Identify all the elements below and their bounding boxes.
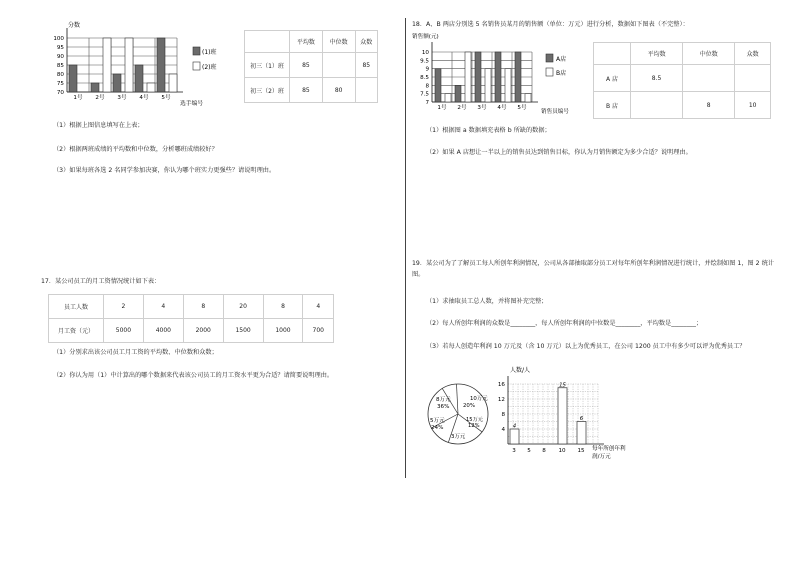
q16-legend-swatch-2 [193, 62, 200, 70]
y-tick-label: 10 [421, 50, 429, 56]
q17-cell: 月工资（元） [49, 319, 104, 343]
bar-series-1 [157, 38, 165, 92]
q17-question-1: （1）分别求出该公司员工月工资的平均数、中位数和众数； [53, 349, 218, 356]
bar-profit-10 [558, 388, 567, 444]
pie-pct-15: 12% [468, 423, 480, 429]
q18-legend-swatch-a [546, 54, 553, 62]
pie-pct-10: 20% [463, 403, 475, 409]
bar-series-2 [485, 69, 491, 102]
q18-table-cell: 8 [683, 92, 735, 119]
q17-table [48, 294, 334, 343]
bar-series-1 [475, 52, 481, 102]
y-tick-label: 75 [56, 81, 64, 87]
y-tick-label: 100 [53, 36, 64, 42]
bar-series-1 [113, 74, 121, 92]
q19-grid [508, 376, 604, 444]
q16-question-3: （3）如果每班各选 2 名同学参加决赛，你认为哪个班实力更强些？请说明理由。 [53, 167, 276, 174]
q18-legend-swatch-b [546, 68, 553, 76]
q16-legend-swatch-1 [193, 47, 200, 55]
q16-table-cell: 85 [355, 53, 377, 78]
q18-table-cell: B 店 [594, 92, 631, 119]
bar-series-1 [91, 83, 99, 92]
q17-cell: 2000 [183, 319, 223, 343]
q18-x-ticks [437, 103, 527, 111]
y-tick-label: 85 [56, 63, 64, 69]
bar-series-1 [455, 85, 461, 102]
y-tick-label: 70 [56, 90, 64, 96]
bar-series-1 [435, 69, 441, 102]
q19-x-label-2: 润/万元 [592, 454, 611, 460]
q16-question-1: （1）根据上图信息填写在上表； [53, 122, 144, 129]
q17-cell: 8 [183, 295, 223, 319]
y-tick-label: 7.5 [420, 91, 429, 98]
bar-series-1 [69, 65, 77, 92]
q17-cell: 5000 [104, 319, 144, 343]
y-tick-label: 9.5 [420, 58, 429, 65]
q16-x-ticks [73, 93, 171, 101]
pie-pct-8: 36% [437, 404, 450, 410]
bar-series-2 [147, 83, 155, 92]
bar-series-1 [515, 52, 521, 102]
q18-legend-b: B店 [556, 70, 567, 77]
q19-y-label: 人数/人 [510, 367, 531, 374]
q17-cell: 1000 [263, 319, 303, 343]
bar-series-1 [135, 65, 143, 92]
q16-table-header: 众数 [355, 31, 377, 53]
q18-question-2: （2）如果 A 店想让一半以上的销售员达到销售目标，你认为月销售额定为多少合适？说明理由。 [426, 149, 692, 156]
y-tick-label: 8 [501, 412, 505, 418]
q16-table-header [245, 31, 290, 53]
q19-bar-chart [488, 364, 638, 462]
bar-series-2 [465, 52, 471, 102]
x-tick-label: 10 [558, 448, 566, 454]
q17-cell: 20 [223, 295, 263, 319]
q17-cell: 员工人数 [49, 295, 104, 319]
q19-x-ticks [512, 448, 585, 454]
q18-x-label: 销售员编号 [541, 109, 569, 115]
x-tick-label: 3号 [477, 105, 487, 111]
column-divider [405, 18, 406, 478]
q16-table-cell: 80 [322, 78, 355, 103]
q17-title: 17．某公司员工的月工资情况统计如下表： [41, 278, 161, 285]
y-tick-label: 8 [425, 83, 429, 90]
q16-table-header: 平均数 [290, 31, 323, 53]
bar-data-label: 4 [512, 423, 517, 430]
y-tick-label: 4 [501, 427, 505, 433]
pie-pct-5: 24% [431, 425, 444, 431]
y-tick-label: 80 [56, 72, 64, 78]
x-tick-label: 8 [542, 448, 546, 454]
x-tick-label: 5号 [161, 95, 171, 101]
q18-question-1: （1）根据图 a 数据填充表格 b 所缺的数据； [426, 127, 551, 134]
q16-bar-chart [42, 20, 222, 110]
q17-cell: 4 [303, 295, 334, 319]
q16-table-cell: 初三（2）班 [245, 78, 290, 103]
q19-ticks [498, 382, 506, 433]
x-tick-label: 1号 [73, 95, 83, 101]
q18-table-header [594, 43, 631, 65]
q18-table-header: 众数 [735, 43, 771, 65]
q17-cell: 2 [104, 295, 144, 319]
bar-series-1 [495, 52, 501, 102]
y-tick-label: 12 [497, 397, 505, 403]
q19-pie-chart [424, 380, 496, 448]
bar-series-2 [505, 69, 511, 102]
q19-x-label-1: 每年所创年利 [592, 446, 626, 452]
q16-table-cell [322, 53, 355, 78]
x-tick-label: 1号 [437, 105, 447, 111]
q19-question-1: （1）求抽取员工总人数，并将图补充完整； [426, 298, 548, 305]
q17-cell: 4 [143, 295, 183, 319]
y-tick-label: 95 [56, 45, 64, 51]
x-tick-label: 5 [527, 448, 531, 454]
q19-question-3: （3）若每人创造年利润 10 万元及（含 10 万元）以上为优秀员工，在公司 1200 员工中有多少可以评为优秀员工？ [426, 343, 746, 350]
x-tick-label: 5号 [517, 105, 527, 111]
x-tick-label: 2号 [457, 105, 467, 111]
q16-table [244, 30, 378, 103]
bar-series-2 [169, 74, 177, 92]
bar-series-2 [125, 38, 133, 92]
q16-table-cell: 85 [290, 78, 323, 103]
q18-bar-chart [408, 32, 588, 117]
pie-label-3: 3万元 [451, 434, 466, 440]
q16-table-cell [355, 78, 377, 103]
q16-legend-2: (2)班 [202, 64, 217, 71]
q17-cell: 8 [263, 295, 303, 319]
x-tick-label: 4号 [497, 105, 507, 111]
q16-y-label: 分数 [68, 22, 81, 29]
pie-label-15: 15万元 [466, 417, 483, 423]
pie-label-8: 8万元 [436, 397, 451, 403]
pie-label-5: 5万元 [430, 418, 445, 424]
q18-legend-a: A店 [556, 56, 567, 63]
bar-profit-15 [577, 422, 586, 445]
x-tick-label: 4号 [139, 95, 149, 101]
pie-label-10: 10万元 [470, 396, 488, 402]
q16-legend-1: (1)班 [202, 49, 217, 56]
q18-table-cell: A 店 [594, 65, 631, 92]
y-tick-label: 9 [425, 66, 429, 73]
q16-table-cell: 初三（1）班 [245, 53, 290, 78]
q18-table-header: 中位数 [683, 43, 735, 65]
x-tick-label: 3号 [117, 95, 127, 101]
q16-table-header: 中位数 [322, 31, 355, 53]
q18-y-label: 销售额(元) [412, 34, 439, 40]
y-tick-label: 8.5 [420, 75, 429, 81]
bar-series-2 [103, 38, 111, 92]
x-tick-label: 3 [512, 448, 516, 454]
x-tick-label: 2号 [95, 95, 105, 101]
q18-table-cell: 8.5 [631, 65, 683, 92]
q17-question-2: （2）你认为用（1）中计算出的哪个数据来代表该公司员工的月工资水平更为合适？请简要说明理由。 [53, 372, 334, 379]
q17-cell: 4000 [143, 319, 183, 343]
bar-data-label: 6 [579, 416, 584, 422]
q16-ticks [53, 36, 64, 96]
q18-ticks [420, 50, 429, 106]
bar-series-2 [525, 94, 531, 102]
q18-table-cell [631, 92, 683, 119]
q16-table-cell: 85 [290, 53, 323, 78]
x-tick-label: 15 [577, 448, 585, 454]
q17-cell: 700 [303, 319, 334, 343]
bar-data-label: 15 [559, 382, 566, 389]
y-tick-label: 16 [497, 382, 505, 388]
q18-table-cell [735, 65, 771, 92]
q16-x-label: 选手编号 [180, 101, 204, 107]
y-tick-label: 7 [425, 100, 429, 106]
y-tick-label: 90 [56, 54, 64, 60]
q18-table-header: 平均数 [631, 43, 683, 65]
bar-profit-3 [510, 429, 519, 444]
q16-question-2: （2）根据两班成绩的平均数和中位数，分析哪班成绩较好？ [53, 146, 218, 153]
q17-cell: 1500 [223, 319, 263, 343]
q18-table-cell: 10 [735, 92, 771, 119]
q18-title: 18．A、B 两店分别选 5 名销售员某月的销售额（单位：万元）进行分析，数据如下图表（不完整）： [412, 21, 689, 28]
q18-table [593, 42, 771, 119]
q19-title: 19．某公司为了了解员工每人所创年利润情况，公司从各部抽取部分员工对每年所创年利润情况进行统计，并绘制如图 1，图 2 统计图。 [412, 260, 774, 278]
q18-table-cell [683, 65, 735, 92]
q19-question-2: （2）每人所创年利润的众数是________，每人所创年利润的中位数是________，平均数是________； [426, 320, 703, 327]
bar-series-2 [445, 94, 451, 102]
